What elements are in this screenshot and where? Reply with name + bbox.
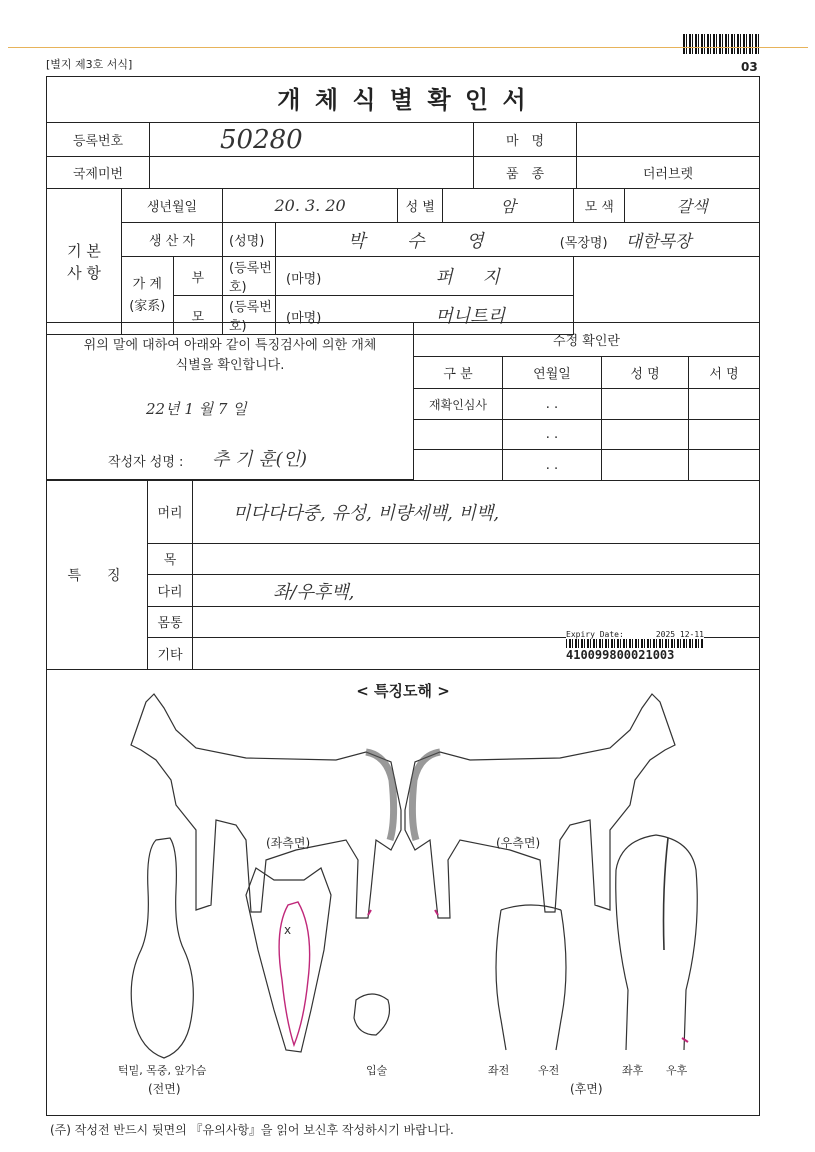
farm-value: 대한목장 xyxy=(625,232,692,252)
revision-sign xyxy=(689,450,760,481)
reg-no-value xyxy=(150,123,474,157)
front-caption: 턱밑, 목중, 앞가슴 xyxy=(118,1064,207,1077)
producer-name-value: 박 수 영 xyxy=(276,223,574,257)
revision-name xyxy=(602,389,689,420)
reg-no-text: 50280 xyxy=(220,124,303,155)
sticker-date: 2025 12-11 xyxy=(655,630,704,639)
other-label: 기타 xyxy=(148,637,193,669)
horse-diagrams xyxy=(46,690,760,1090)
microchip-sticker xyxy=(566,630,704,666)
revision-title: 수정 확인란 xyxy=(414,323,760,357)
left-hind-label: 좌후 xyxy=(622,1064,644,1077)
breed-label: 품 종 xyxy=(474,157,577,189)
rear-label: (후면) xyxy=(570,1082,603,1096)
col-name: 성 명 xyxy=(602,357,689,389)
rear-view-drawing xyxy=(616,835,698,1050)
color-label: 모 색 xyxy=(574,189,625,223)
front-label: (전면) xyxy=(148,1082,181,1096)
features-section-label: 특 징 xyxy=(47,481,148,670)
reg-no-label: 등록번호 xyxy=(47,123,150,157)
sticker-number: 410099800021003 xyxy=(566,648,675,662)
revision-date: . . xyxy=(503,420,602,450)
producer-label: 생 산 자 xyxy=(122,223,223,257)
head-label: 머리 xyxy=(148,481,193,544)
revision-name xyxy=(602,420,689,450)
right-horse-drawing xyxy=(405,694,675,918)
body-label: 몸통 xyxy=(148,607,193,637)
header-divider xyxy=(8,47,808,48)
head-value: 미다다다중, 유성, 비량세백, 비백, xyxy=(193,481,760,544)
revision-sign xyxy=(689,420,760,450)
diagram-title: < 특징도해 > xyxy=(356,682,450,700)
producer-name-label: (성명) xyxy=(223,223,276,257)
confirm-date: 22년 1 월 7 일 xyxy=(146,400,247,418)
sticker-barcode xyxy=(566,639,704,648)
svg-text:x: x xyxy=(284,923,292,937)
revision-date: . . xyxy=(503,450,602,481)
table-row xyxy=(414,389,760,420)
dam-name-label: (마명) xyxy=(286,311,322,326)
form-label: [별지 제3호 서식] xyxy=(46,58,133,71)
revision-type xyxy=(414,420,503,450)
pedigree-label: 가 계 (家系) xyxy=(122,257,174,335)
basic-section-label: 기 본 사 항 xyxy=(47,189,122,335)
sire-name-label: (마명) xyxy=(286,272,322,287)
left-front-label: 좌전 xyxy=(488,1064,510,1077)
intl-label: 국제미번 xyxy=(47,157,150,189)
footer-note: (주) 작성전 반드시 뒷면의 『유의사항』을 읽어 보신후 작성하시기 바랍니다. xyxy=(50,1123,454,1137)
revision-type: 재확인심사 xyxy=(414,389,503,420)
neck-front-drawing xyxy=(131,838,193,1058)
sex-value: 암 xyxy=(443,189,574,223)
breed-value: 더러브렛 xyxy=(577,157,760,189)
confirm-statement: 위의 말에 대하여 아래와 같이 특징검사에 의한 개체식별을 확인합니다. xyxy=(83,338,377,373)
sire-name-cell xyxy=(276,257,574,296)
revision-type xyxy=(414,450,503,481)
lips-drawing xyxy=(354,994,390,1035)
left-side-label: (좌측면) xyxy=(266,836,311,850)
intl-value xyxy=(150,157,474,189)
farm-label: (목장명) xyxy=(559,236,608,251)
right-side-label: (우측면) xyxy=(496,836,541,850)
front-legs-drawing xyxy=(496,905,566,1050)
basic-info-table xyxy=(46,188,760,335)
revision-date: . . xyxy=(503,389,602,420)
revision-sign xyxy=(689,389,760,420)
right-hind-label: 우후 xyxy=(666,1064,688,1077)
leg-value: 좌/우후백, xyxy=(193,574,760,606)
sire-reg-label: (등록번호) xyxy=(223,257,276,296)
top-barcode xyxy=(683,34,759,54)
revision-name xyxy=(602,450,689,481)
sticker-header xyxy=(566,630,704,639)
neck-label: 목 xyxy=(148,543,193,574)
page-code: 03 xyxy=(741,60,758,74)
sticker-text: Expiry Date: xyxy=(566,630,624,639)
dam-label: 모 xyxy=(173,296,222,335)
dam-reg-label: (등록번호) xyxy=(223,296,276,335)
horse-name-label: 마 명 xyxy=(474,123,577,157)
horse-name-value xyxy=(577,123,760,157)
sex-label: 성 별 xyxy=(398,189,443,223)
dam-name-value: 머니트리 xyxy=(435,306,505,327)
dob-label: 생년월일 xyxy=(122,189,223,223)
table-row xyxy=(414,420,760,450)
sire-name-value: 퍼 지 xyxy=(435,267,512,288)
col-type: 구 분 xyxy=(414,357,503,389)
col-date: 연월일 xyxy=(503,357,602,389)
leg-label: 다리 xyxy=(148,574,193,606)
author-label: 작성자 성명 : xyxy=(108,455,184,470)
color-value: 갈색 xyxy=(625,189,760,223)
revision-table xyxy=(413,322,760,481)
farm-cell xyxy=(559,223,760,257)
left-horse-drawing xyxy=(131,694,401,918)
col-sign: 서 명 xyxy=(689,357,760,389)
head-front-drawing xyxy=(246,868,331,1052)
registration-table xyxy=(46,122,760,189)
neck-value xyxy=(193,543,760,574)
sire-label: 부 xyxy=(173,257,222,296)
dob-value: 20. 3. 20 xyxy=(223,189,398,223)
table-row xyxy=(414,450,760,481)
author-value: 추 기 훈(인) xyxy=(212,449,308,470)
right-front-label: 우전 xyxy=(538,1064,560,1077)
lips-label: 입술 xyxy=(366,1064,388,1077)
page-title: 개 체 식 별 확 인 서 xyxy=(277,86,529,114)
